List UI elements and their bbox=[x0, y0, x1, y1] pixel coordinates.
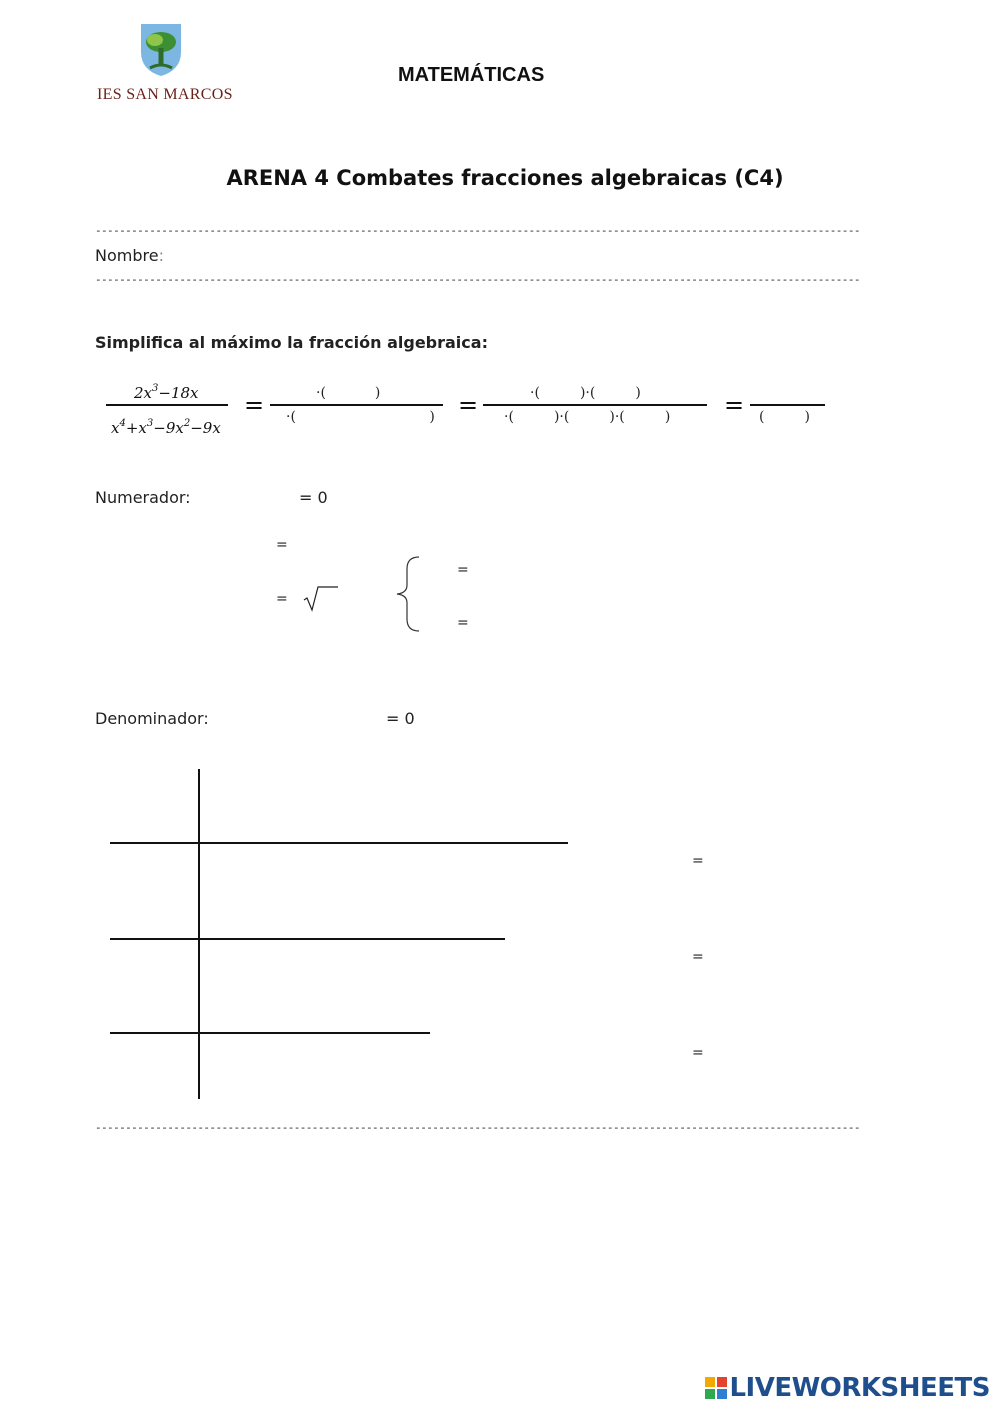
separator-bottom: ------------------------------------------------------------------------------------------------------------------------------- bbox=[95, 1121, 860, 1134]
denominator-label: Denominador: bbox=[95, 709, 209, 728]
subject-heading: MATEMÁTICAS bbox=[398, 64, 545, 86]
numerator-eq2[interactable]: = bbox=[276, 591, 288, 607]
equals-sign-3: = bbox=[724, 391, 745, 419]
page-title: ARENA 4 Combates fracciones algebraicas (C4) bbox=[226, 166, 784, 190]
step2-denominator-blank[interactable]: ·( )·( )·( ) bbox=[504, 409, 671, 425]
root-eq-2[interactable]: = bbox=[692, 949, 704, 965]
step2-bar bbox=[483, 404, 707, 406]
fraction-numerator: $2x^3-18x$ bbox=[134, 383, 199, 402]
ruffini-line-1 bbox=[110, 842, 568, 844]
numerator-eq1[interactable]: = bbox=[276, 537, 288, 553]
brace-eq2[interactable]: = bbox=[457, 615, 469, 631]
ruffini-line-2 bbox=[110, 938, 505, 940]
brand-text: LIVEWORKSHEETS bbox=[729, 1373, 990, 1403]
root-eq-3[interactable]: = bbox=[692, 1045, 704, 1061]
tree-shield-icon bbox=[95, 18, 235, 88]
ruffini-vertical-line bbox=[198, 769, 200, 1099]
sqrt-icon bbox=[303, 584, 339, 616]
root-eq-1[interactable]: = bbox=[692, 853, 704, 869]
name-field[interactable] bbox=[95, 246, 164, 265]
separator-top: ------------------------------------------------------------------------------------------------------------------------------- bbox=[95, 224, 860, 237]
ruffini-line-3 bbox=[110, 1032, 430, 1034]
step1-bar bbox=[270, 404, 443, 406]
equals-sign-1: = bbox=[244, 391, 265, 419]
separator-name: ------------------------------------------------------------------------------------------------------------------------------- bbox=[95, 273, 860, 286]
step2-numerator-blank[interactable]: ·( )·( ) bbox=[530, 385, 641, 401]
fraction-bar bbox=[106, 404, 228, 406]
instruction: Simplifica al máximo la fracción algebraica: bbox=[95, 333, 488, 352]
name-colon: : bbox=[158, 246, 164, 265]
denominator-eq-zero[interactable]: = 0 bbox=[386, 709, 415, 728]
school-name: IES SAN MARCOS bbox=[97, 86, 233, 103]
footer-brand bbox=[705, 1373, 990, 1403]
step3-bar bbox=[750, 404, 825, 406]
fraction-denominator: $x^4+x^3-9x^2-9x$ bbox=[111, 418, 221, 437]
step1-numerator-blank[interactable]: ·( ) bbox=[316, 385, 381, 401]
brace-eq1[interactable]: = bbox=[457, 562, 469, 578]
school-logo bbox=[95, 18, 235, 108]
step1-denominator-blank[interactable]: ·( ) bbox=[286, 409, 435, 425]
equals-sign-2: = bbox=[458, 391, 479, 419]
brand-icon bbox=[705, 1376, 727, 1398]
numerator-eq-zero[interactable]: = 0 bbox=[299, 488, 328, 507]
numerator-label: Numerador: bbox=[95, 488, 191, 507]
step3-denominator-blank[interactable]: ( ) bbox=[759, 409, 810, 425]
brace-icon bbox=[393, 555, 423, 637]
name-label: Nombre bbox=[95, 246, 159, 265]
